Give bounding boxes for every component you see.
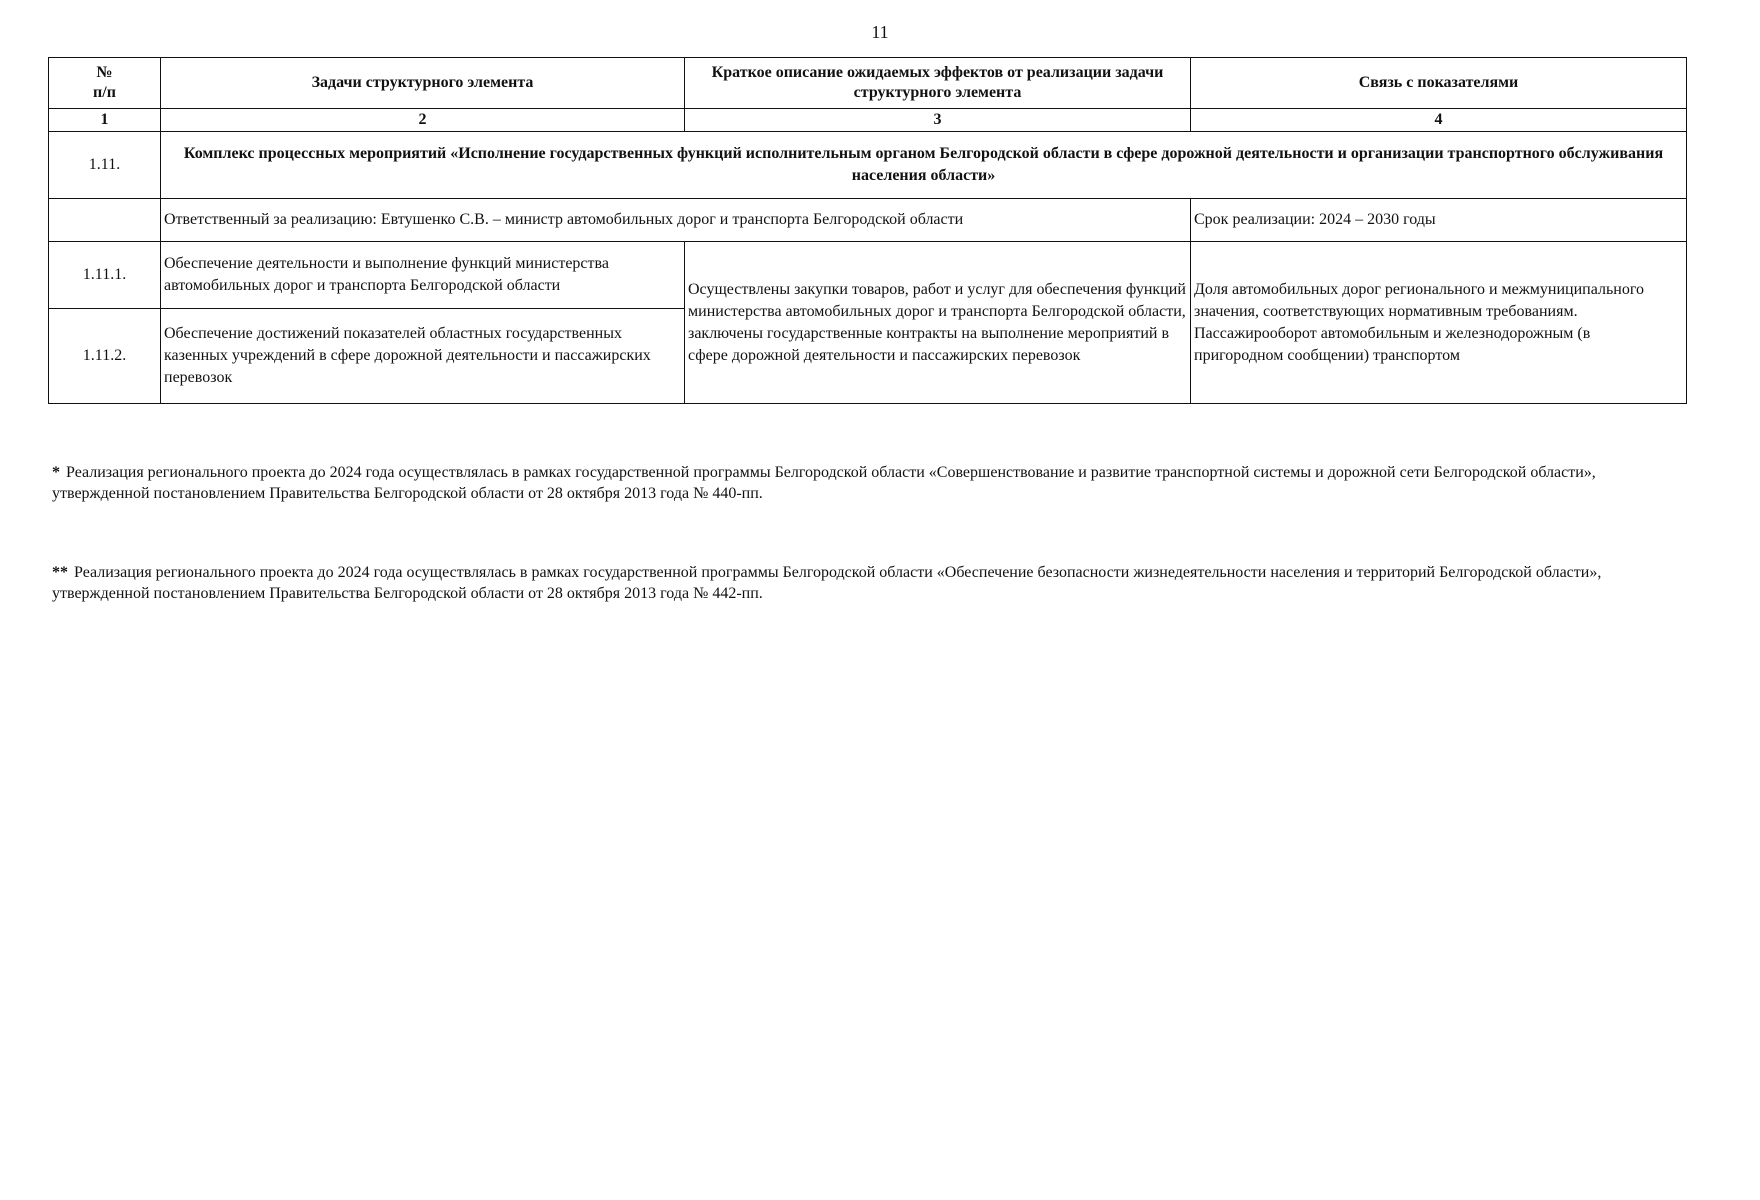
complex-title: Комплекс процессных мероприятий «Исполнение государственных функций исполнительным органом Белгородской области в сфере дорожной деятельности и организации транспортного обслуживания населения области»	[161, 132, 1687, 199]
footnote-mark: *	[52, 464, 60, 481]
footnote	[52, 562, 1692, 604]
column-number-2: 2	[161, 109, 685, 132]
page-number: 11	[871, 22, 889, 42]
column-number-3: 3	[685, 109, 1191, 132]
footnote-text: Реализация регионального проекта до 2024 года осуществлялась в рамках государственной программы Белгородской области «Совершенствование и развитие транспортной системы и дорожной сети Белгородской области», утвержденной постановлением Правительства Белгородской области от 28 октября 2013 года № 440-пп.	[52, 464, 1596, 502]
column-number-row	[49, 109, 1687, 132]
header-effects: Краткое описание ожидаемых эффектов от реализации задачи структурного элемента	[685, 58, 1191, 109]
row-number: 1.11.2.	[49, 309, 161, 404]
column-number-4: 4	[1191, 109, 1687, 132]
responsible-row	[49, 199, 1687, 242]
effects-text: Осуществлены закупки товаров, работ и услуг для обеспечения функций министерства автомобильных дорог и транспорта Белгородской области, заключены государственные контракты на выполнение мероприятий в сфере дорожной деятельности и пассажирских перевозок	[685, 242, 1191, 404]
footnote-mark: **	[52, 564, 68, 581]
responsible-text: Ответственный за реализацию: Евтушенко С.В. – министр автомобильных дорог и транспорта Белгородской области	[161, 199, 1191, 242]
row-task: Обеспечение деятельности и выполнение функций министерства автомобильных дорог и транспорта Белгородской области	[161, 242, 685, 309]
structural-element-table	[48, 57, 1687, 404]
header-number: № п/п	[49, 58, 161, 109]
responsible-empty-cell	[49, 199, 161, 242]
footnote-text: Реализация регионального проекта до 2024 года осуществлялась в рамках государственной программы Белгородской области «Обеспечение безопасности жизнедеятельности населения и территорий Белгородской области», утвержденной постановлением Правительства Белгородской области от 28 октября 2013 года № 442-пп.	[52, 564, 1602, 602]
header-tasks: Задачи структурного элемента	[161, 58, 685, 109]
complex-row	[49, 132, 1687, 199]
indicators-text: Доля автомобильных дорог регионального и межмуниципального значения, соответствующих нормативным требованиям. Пассажирооборот автомобильным и железнодорожным (в пригородном сообщении) транспортом	[1191, 242, 1687, 404]
table-header-row	[49, 58, 1687, 109]
complex-number: 1.11.	[49, 132, 161, 199]
header-indicators: Связь с показателями	[1191, 58, 1687, 109]
column-number-1: 1	[49, 109, 161, 132]
table-row	[49, 242, 1687, 309]
row-task: Обеспечение достижений показателей областных государственных казенных учреждений в сфере дорожной деятельности и пассажирских перевозок	[161, 309, 685, 404]
footnote	[52, 462, 1692, 504]
row-number: 1.11.1.	[49, 242, 161, 309]
term-text: Срок реализации: 2024 – 2030 годы	[1191, 199, 1687, 242]
